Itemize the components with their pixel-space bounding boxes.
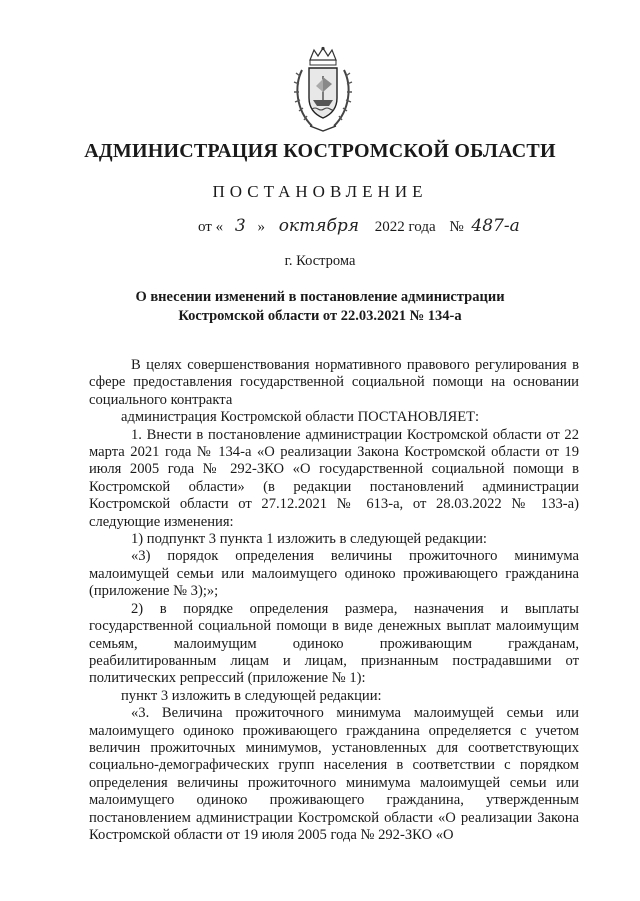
date-day: 3 (234, 216, 246, 236)
body-paragraph: «3. Величина прожиточного минимума малоимущей семьи или малоимущего одиноко проживающего гражданина определяется с учетом величин прожиточных минимумов, установленных для соответствующих социально-демографических групп населения в соответствии с порядком определения величины прожиточного минимума малоимущей семьи или малоимущего одиноко проживающего гражданина, утвержденным постановлением администрации Костромской области «О реализации Закона Костромской области от 19 июля 2005 года № 292-ЗКО «О (89, 705, 579, 843)
document-date-line (198, 216, 520, 236)
body-paragraph: 1. Внести в постановление администрации Костромской области от 22 марта 2021 года № 134-а «О реализации Закона Костромской области от 19 июля 2005 года № 292-ЗКО «О государственной социальной помощи в Костромской области» (в редакции постановлений администрации Костромской области от 27.12.2021 № 613-а, от 28.03.2022 № 133-а) следующие изменения: (89, 426, 579, 530)
number-prefix: № (449, 219, 464, 235)
body-paragraph: пункт 3 изложить в следующей редакции: (121, 687, 382, 704)
date-year: 2022 года (374, 219, 436, 235)
body-paragraph: «3) порядок определения величины прожиточного минимума малоимущей семьи или малоимущего одиноко проживающего гражданина (приложение № 3);»; (89, 548, 579, 600)
date-mid: » (257, 219, 265, 235)
body-paragraph: администрация Костромской области ПОСТАНОВЛЯЕТ: (121, 409, 480, 426)
body-paragraph: 2) в порядке определения размера, назначения и выплаты государственной социальной помощи в виде денежных выплат малоимущим семьям, малоимущим одиноко проживающим гражданам, реабилитированным лицам и лицам, признанным пострадавшими от политических репрессий (приложение № 1): (89, 600, 579, 687)
date-month: октября (278, 216, 359, 236)
document-number: 487-а (471, 216, 520, 236)
body-paragraph: В целях совершенствования нормативного правового регулирования в сфере предоставления государственной социальной помощи на основании социального контракта (89, 357, 579, 408)
organization-name: АДМИНИСТРАЦИЯ КОСТРОМСКОЙ ОБЛАСТИ (84, 140, 556, 162)
document-title (110, 288, 530, 326)
kostroma-coat-of-arms-icon (292, 46, 354, 134)
city: г. Кострома (284, 253, 356, 269)
body-paragraph: 1) подпункт 3 пункта 1 изложить в следующей редакции: (131, 531, 487, 548)
document-type: ПОСТАНОВЛЕНИЕ (212, 182, 428, 201)
document-body (89, 357, 579, 844)
title-line-2: Костромской области от 22.03.2021 № 134-а (178, 308, 462, 324)
date-prefix: от « (198, 219, 224, 235)
title-line-1: О внесении изменений в постановление администрации (135, 289, 505, 305)
